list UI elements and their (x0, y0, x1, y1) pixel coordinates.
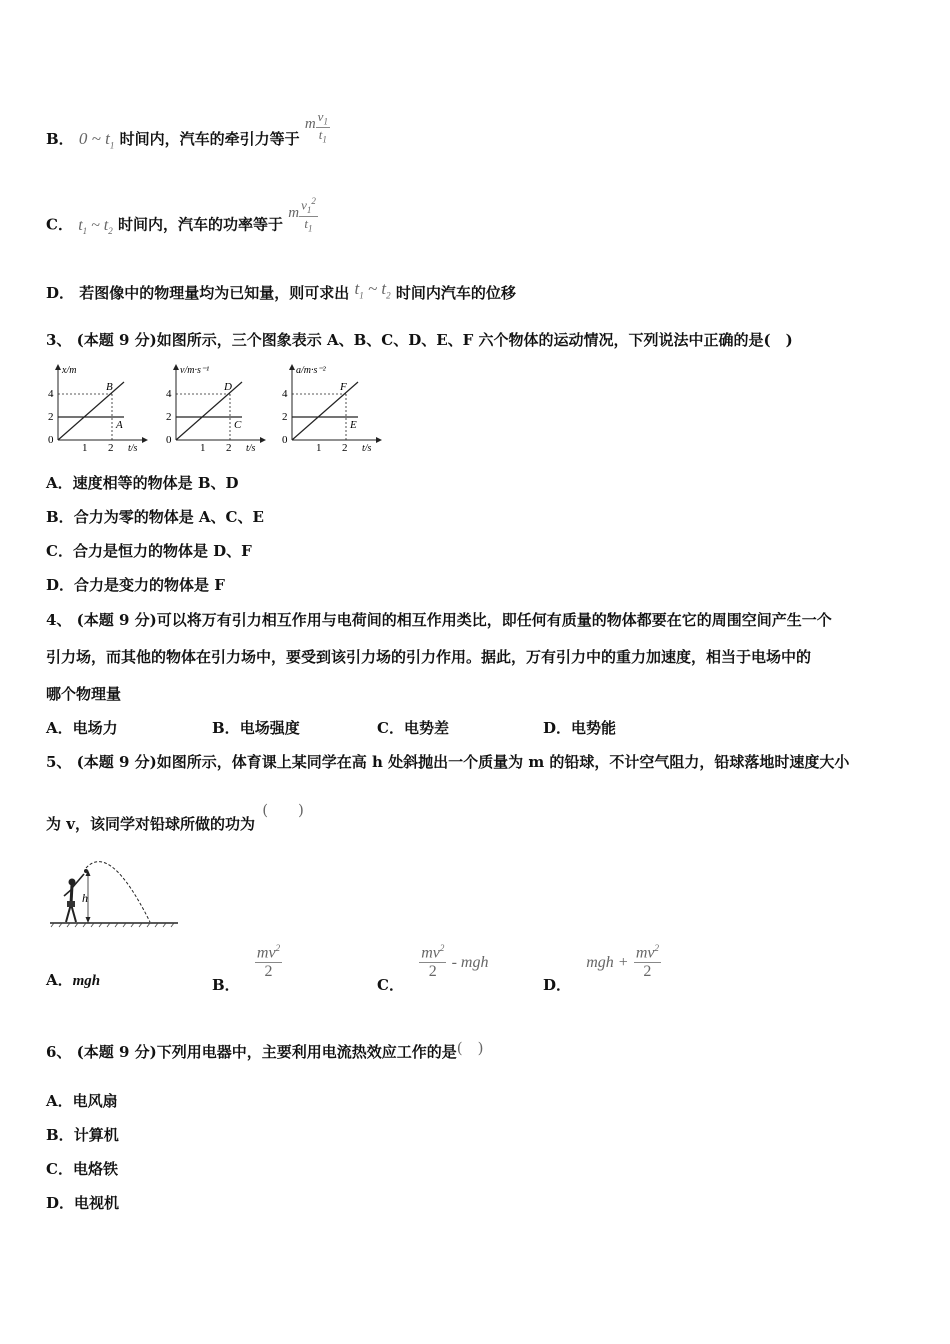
tick-x-1: 1 (82, 442, 88, 454)
x-axis-label: t/s (128, 443, 138, 454)
option-text: 电视机 (74, 1194, 120, 1212)
q5-option-a (46, 969, 100, 990)
option-text-before: 若图像中的物理量均为已知量，则可求出 (79, 284, 350, 302)
option-text: mgh (72, 973, 101, 989)
q4-stem-line3: 哪个物理量 (46, 685, 122, 703)
option-label: D． (543, 976, 572, 995)
option-text: 电场强度 (239, 719, 300, 737)
line-label-e: E (350, 419, 357, 431)
option-text: 时间内，汽车的功率等于 (117, 215, 283, 234)
line-label-b: B (106, 381, 113, 393)
option-label: C． (46, 542, 73, 560)
option-label: C． (377, 976, 404, 995)
line-label-a: A (116, 419, 123, 431)
option-label: B． (212, 719, 240, 737)
tick-x-1: 1 (200, 442, 206, 454)
q4-stem-line2: 引力场，而其他的物体在引力场中，要受到该引力场的引力作用。据此，万有引力中的重力加速度，相当于电场中的 (46, 648, 812, 666)
tick-y-2: 2 (48, 411, 54, 423)
question-text: 如图所示，体育课上某同学在高 h 处斜抛出一个质量为 m 的铅球，不计空气阻力，铅球落地时速度大小 (156, 753, 850, 771)
q4-option-d (543, 717, 616, 738)
q3-option-d (46, 574, 225, 595)
q6-stem (46, 1041, 483, 1062)
question-number: 4、 (46, 611, 72, 629)
question-number: 6、 (46, 1043, 72, 1061)
q5-stem-line1 (46, 751, 849, 772)
question-text: 下列用电器中，主要利用电流热效应工作的是 (156, 1043, 457, 1061)
option-text: 电势能 (571, 719, 617, 737)
height-label: h (82, 891, 88, 905)
question-text: 为 v，该同学对铅球所做的功为 (46, 815, 255, 833)
q4-stem-line1 (46, 609, 832, 630)
question-score: (本题 9 分) (76, 753, 157, 771)
option-label: D． (543, 719, 572, 737)
q2-option-c (46, 196, 318, 244)
question-text: 可以将万有引力相互作用与电荷间的相互作用类比，即任何有质量的物体都要在它的周围空间产生一个 (156, 611, 832, 629)
tick-y-4: 4 (282, 388, 288, 400)
option-text: 合力是恒力的物体是 D、F (72, 542, 252, 560)
tick-x-2: 2 (108, 442, 114, 454)
range-formula: $t_1$ ~ $t_2$ (354, 279, 391, 301)
q2-option-d (46, 279, 516, 304)
option-label: C． (46, 1160, 73, 1178)
tick-x-2: 2 (342, 442, 348, 454)
graph-x-t (48, 364, 148, 454)
option-label: C． (377, 719, 404, 737)
question-number: 5、 (46, 753, 72, 771)
option-formula: $\frac{mv^2}{2}$ (635, 943, 659, 980)
q3-option-c (46, 540, 252, 561)
answer-paren: ( ) (262, 801, 304, 819)
question-score: (本题 9 分) (76, 331, 157, 349)
option-text-after: 时间内汽车的位移 (395, 284, 516, 302)
q6-option-b (46, 1124, 119, 1145)
q5-figure (48, 854, 180, 930)
q6-option-a (46, 1090, 118, 1111)
line-label-d: D (224, 381, 232, 393)
graph-v-t (166, 364, 266, 454)
option-text: 电势差 (403, 719, 449, 737)
q5-stem-line2 (46, 801, 304, 834)
option-formula: $\frac{mv^2}{2}$ (421, 943, 445, 980)
line-label-f: F (340, 381, 347, 393)
option-label: B． (46, 129, 74, 148)
q6-option-d (46, 1192, 119, 1213)
y-axis-label: x/m (62, 365, 77, 376)
q2-option-b (46, 109, 330, 158)
option-label: D． (46, 576, 75, 594)
answer-paren: ( ) (456, 1039, 484, 1057)
q3-option-a (46, 472, 239, 493)
x-axis-label: t/s (362, 443, 372, 454)
option-text: 电烙铁 (72, 1160, 118, 1178)
option-text: 合力为零的物体是 A、C、E (73, 508, 264, 526)
option-label: A． (46, 1092, 73, 1110)
q4-option-a (46, 717, 118, 738)
option-text: 电风扇 (72, 1092, 118, 1110)
option-text: 合力是变力的物体是 F (74, 576, 225, 594)
q5-option-b (212, 943, 282, 995)
tick-origin: 0 (48, 434, 54, 446)
line-label-c: C (234, 419, 242, 431)
tick-y-4: 4 (48, 388, 54, 400)
q6-option-c (46, 1158, 118, 1179)
tick-y-4: 4 (166, 388, 172, 400)
tick-y-2: 2 (166, 411, 172, 423)
option-label: A． (46, 474, 73, 492)
q3-stem (46, 329, 793, 350)
option-label: B． (46, 1126, 74, 1144)
option-label: D． (46, 1194, 75, 1212)
option-text: 电场力 (72, 719, 118, 737)
question-score: (本题 9 分) (76, 611, 157, 629)
option-formula: $\frac{mv^2}{2}$ (256, 943, 281, 980)
option-text: 计算机 (73, 1126, 119, 1144)
tick-x-1: 1 (316, 442, 322, 454)
tick-origin: 0 (282, 434, 288, 446)
range-formula: $t_1$ ~ $t_2$ (78, 216, 113, 236)
option-text: 时间内，汽车的牵引力等于 (119, 129, 300, 148)
question-text: 如图所示，三个图象表示 A、B、C、D、E、F 六个物体的运动情况，下列说法中正确的是( ) (156, 331, 793, 349)
x-axis-label: t/s (246, 443, 256, 454)
tick-y-2: 2 (282, 411, 288, 423)
range-formula: 0 ~ $t_1$ (78, 128, 115, 151)
q3-graphs (44, 362, 384, 454)
y-axis-label: a/m·s⁻² (296, 365, 326, 376)
fraction-formula: m $\frac{v_1}{t_1}$ (304, 109, 328, 146)
q4-option-c (377, 717, 449, 738)
option-label: C． (46, 215, 73, 234)
tick-origin: 0 (166, 434, 172, 446)
option-text: 速度相等的物体是 B、D (72, 474, 239, 492)
fraction-formula: m $\frac{v_1^2}{t_1}$ (288, 196, 316, 234)
option-label: D． (46, 284, 75, 302)
q5-option-c: C． $\frac{mv^2}{2}$ - mgh (377, 943, 489, 995)
option-label: B． (212, 976, 240, 995)
q5-option-d: D． mgh + $\frac{mv^2}{2}$ (543, 943, 659, 995)
tick-x-2: 2 (226, 442, 232, 454)
option-label: A． (46, 719, 73, 737)
q4-option-b (212, 717, 300, 738)
question-score: (本题 9 分) (76, 1043, 157, 1061)
q3-option-b (46, 506, 264, 527)
option-label: B． (46, 508, 74, 526)
question-number: 3、 (46, 331, 72, 349)
option-label: A． (46, 971, 73, 989)
graph-a-t (282, 364, 382, 454)
y-axis-label: v/m·s⁻¹ (180, 365, 210, 376)
